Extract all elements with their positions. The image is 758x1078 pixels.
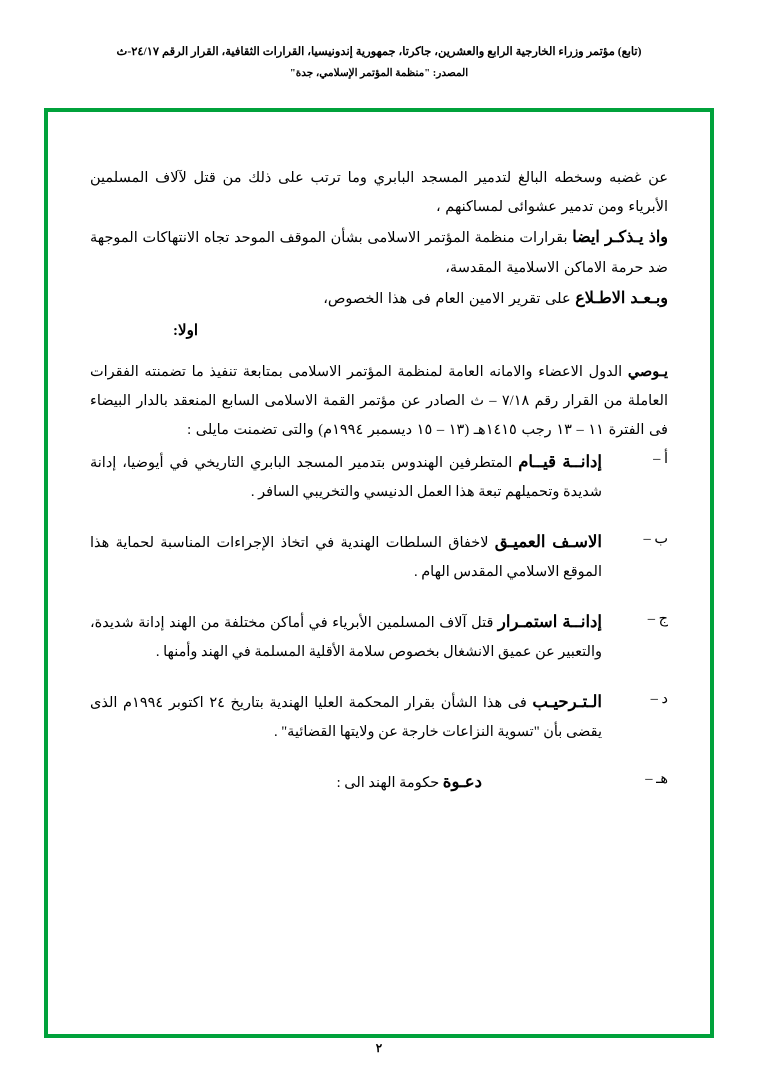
list-item-lead: إدانــة قيــام [518, 452, 602, 471]
paragraph-recalling-lead: واذ يـذكـر ايضا [572, 229, 668, 246]
paragraph-having-considered-lead: وبـعـد الاطـلاع [575, 290, 668, 307]
list-item [90, 445, 668, 507]
paragraph-having-considered [90, 283, 668, 315]
list-item-marker: ب – [643, 531, 668, 547]
header-source-line: المصدر: "منظمة المؤتمر الإسلامي، جدة" [289, 68, 469, 80]
document-header [0, 44, 758, 79]
list-item-text: فى هذا الشأن بقرار المحكمة العليا الهندية بتاريخ ٢٤ اكتوبر ١٩٩٤م الذى يقضى بأن "تسوية النزاعات خارجة عن ولايتها القضائية" . [90, 695, 602, 740]
paragraph-recommends-text: الدول الاعضاء والامانه العامة لمنظمة المؤتمر الاسلامى بمتابعة تنفيذ ما تضمنته الفقرات العاملة من القرار رقم ٧/١٨ – ث الصادر عن مؤتمر القمة الاسلامى السابع المنعقد بالدار البيضاء فى الفترة ١١ – ١٣ رجب ١٤١٥هـ (١٣ – ١٥ ديسمبر ١٩٩٤م) والتى تضمنت مايلى : [90, 364, 668, 438]
list-item [90, 765, 668, 798]
paragraph-recalling [90, 222, 668, 283]
header-title-line: (تابع) مؤتمر وزراء الخارجية الرابع والعشرين، جاكرتا، جمهورية إندونيسيا، القرارات الثقافية، القرار الرقم ٢٤/١٧-ث [116, 46, 642, 58]
list-item-body [90, 765, 602, 798]
list-item-lead: الاسـف العميـق [494, 532, 602, 551]
page-number: ٢ [375, 1041, 383, 1055]
list-item-lead: إدانــة استمـرار [497, 612, 602, 631]
green-border-frame [44, 108, 714, 1038]
list-item-marker: هـ – [645, 771, 668, 787]
list-item-text: المتطرفين الهندوس بتدمير المسجد البابري التاريخي في أيوضيا، إدانة شديدة وتحميلهم تبعة هذا العمل الدنيسي والتخريبي السافر . [90, 455, 602, 500]
paragraph-recommends-lead: يـوصي [627, 364, 668, 380]
section-heading-first: اولا: [173, 323, 198, 339]
list-item-body [90, 525, 602, 587]
document-body [48, 112, 710, 1034]
list-item-marker: د – [650, 691, 668, 707]
paragraph-recalling-text: بقرارات منظمة المؤتمر الاسلامى بشأن الموقف الموحد تجاه الانتهاكات الموجهة ضد حرمة الاماكن الاسلامية المقدسة، [90, 230, 668, 276]
paragraph-having-considered-text: على تقرير الامين العام فى هذا الخصوص، [323, 291, 576, 307]
list-item [90, 605, 668, 667]
list-item-text: حكومة الهند الى : [336, 775, 443, 791]
list-item-marker: ج – [647, 611, 668, 627]
list-item-body [90, 685, 602, 747]
list-item [90, 525, 668, 587]
list-item-text: قتل آلاف المسلمين الأبرياء في أماكن مختلفة من الهند إدانة شديدة، والتعبير عن عميق الانشغال بخصوص سلامة الأقلية المسلمة في الهند وأمنها . [90, 615, 602, 660]
list-item-lead: دعـوة [442, 772, 482, 791]
list-item-body [90, 605, 602, 667]
list-item-body [90, 445, 602, 507]
list-item-lead: الـتـرحيـب [532, 692, 602, 711]
list-item-marker: أ – [653, 451, 668, 467]
paragraph-opening: عن غضبه وسخطه البالغ لتدمير المسجد البابري وما ترتب على ذلك من قتل لآلاف المسلمين الأبرياء ومن تدمير عشوائى لمساكنهم ، [90, 170, 668, 215]
list-item [90, 685, 668, 747]
paragraph-recommends [90, 358, 668, 445]
list-item-text: لاخفاق السلطات الهندية في اتخاذ الإجراءات المناسبة لحماية هذا الموقع الاسلامي المقدس الهام . [90, 535, 602, 580]
